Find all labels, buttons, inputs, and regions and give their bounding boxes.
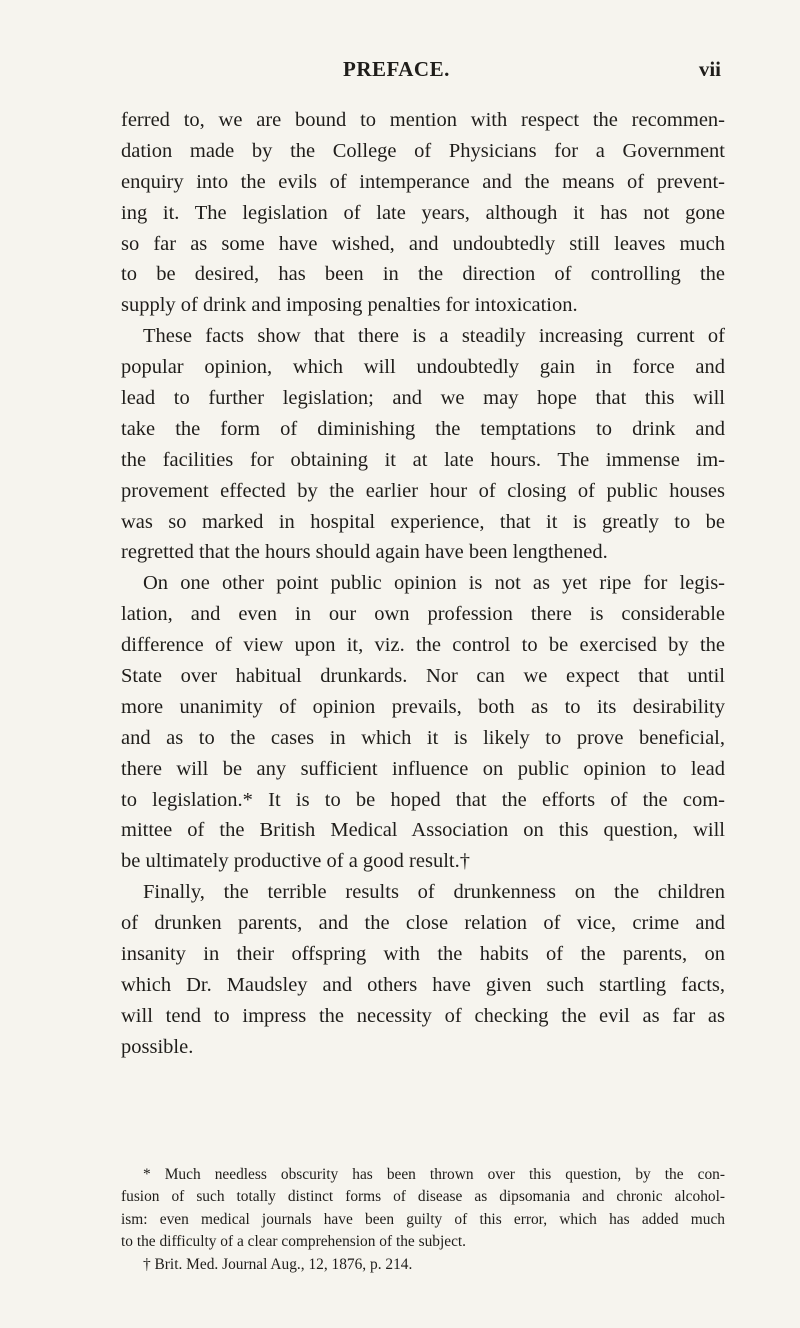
text-line: to be desired, has been in the direction of controlling the (121, 263, 725, 286)
text-line: mittee of the British Medical Association on this question, will (121, 819, 725, 842)
page-number: vii (698, 57, 721, 81)
text-line: dation made by the College of Physicians for a Government (121, 139, 725, 162)
text-line: the facilities for obtaining it at late hours. The immense im- (121, 448, 725, 471)
text-line: lation, and even in our own profession there is considerable (121, 603, 725, 626)
running-title: PREFACE. (343, 57, 450, 81)
text-line: to legislation.* It is to be hoped that the efforts of the com- (121, 788, 725, 811)
footnote-line: † Brit. Med. Journal Aug., 12, 1876, p. 214. (143, 1255, 413, 1273)
text-line: supply of drink and imposing penalties for intoxication. (121, 294, 578, 317)
text-line: take the form of diminishing the temptations to drink and (121, 417, 725, 440)
text-line: difference of view upon it, viz. the control to be exercised by the (121, 634, 725, 657)
text-line: ferred to, we are bound to mention with respect the recommen- (121, 109, 725, 131)
footnote (121, 1164, 725, 1254)
page-header (121, 57, 721, 93)
footnote-line: fusion of such totally distinct forms of disease as dipsomania and chronic alcohol- (121, 1188, 725, 1206)
text-line: which Dr. Maudsley and others have given such startling facts, (121, 973, 725, 996)
text-line: enquiry into the evils of intemperance and the means of prevent- (121, 170, 725, 193)
text-line: will tend to impress the necessity of checking the evil as far as (121, 1004, 725, 1027)
text-line: provement effected by the earlier hour of closing of public houses (121, 479, 725, 502)
paragraph (121, 105, 725, 321)
text-line: popular opinion, which will undoubtedly gain in force and (121, 356, 725, 379)
text-line: ing it. The legislation of late years, although it has not gone (121, 201, 725, 224)
text-line: there will be any sufficient influence on public opinion to lead (121, 757, 725, 780)
footnote-line: ism: even medical journals have been guilty of this error, which has added much (121, 1210, 725, 1228)
text-line: and as to the cases in which it is likely to prove beneficial, (121, 726, 725, 749)
text-line: These facts show that there is a steadily increasing current of (143, 325, 725, 348)
text-line: more unanimity of opinion prevails, both as to its desirability (121, 695, 725, 718)
text-line: lead to further legislation; and we may hope that this will (121, 387, 725, 410)
text-line: so far as some have wished, and undoubtedly still leaves much (121, 232, 725, 255)
paragraph (121, 877, 725, 1062)
footnote-line: to the difficulty of a clear comprehension of the subject. (121, 1233, 467, 1251)
footnote (121, 1254, 725, 1276)
text-line: State over habitual drunkards. Nor can we expect that until (121, 665, 725, 688)
footnotes (121, 1164, 725, 1276)
body-text (121, 105, 725, 1063)
text-line: regretted that the hours should again have been lengthened. (121, 541, 608, 564)
text-line: On one other point public opinion is not as yet ripe for legis- (143, 572, 725, 595)
text-line: was so marked in hospital experience, that it is greatly to be (121, 510, 725, 533)
text-line: insanity in their offspring with the habits of the parents, on (121, 943, 725, 966)
text-line: be ultimately productive of a good result.† (121, 850, 470, 873)
paragraph (121, 321, 725, 568)
footnote-line: * Much needless obscurity has been thrown over this question, by the con- (143, 1166, 725, 1183)
text-line: Finally, the terrible results of drunkenness on the children (143, 881, 725, 904)
text-line: of drunken parents, and the close relation of vice, crime and (121, 912, 725, 935)
text-line: possible. (121, 1035, 194, 1058)
paragraph (121, 568, 725, 877)
